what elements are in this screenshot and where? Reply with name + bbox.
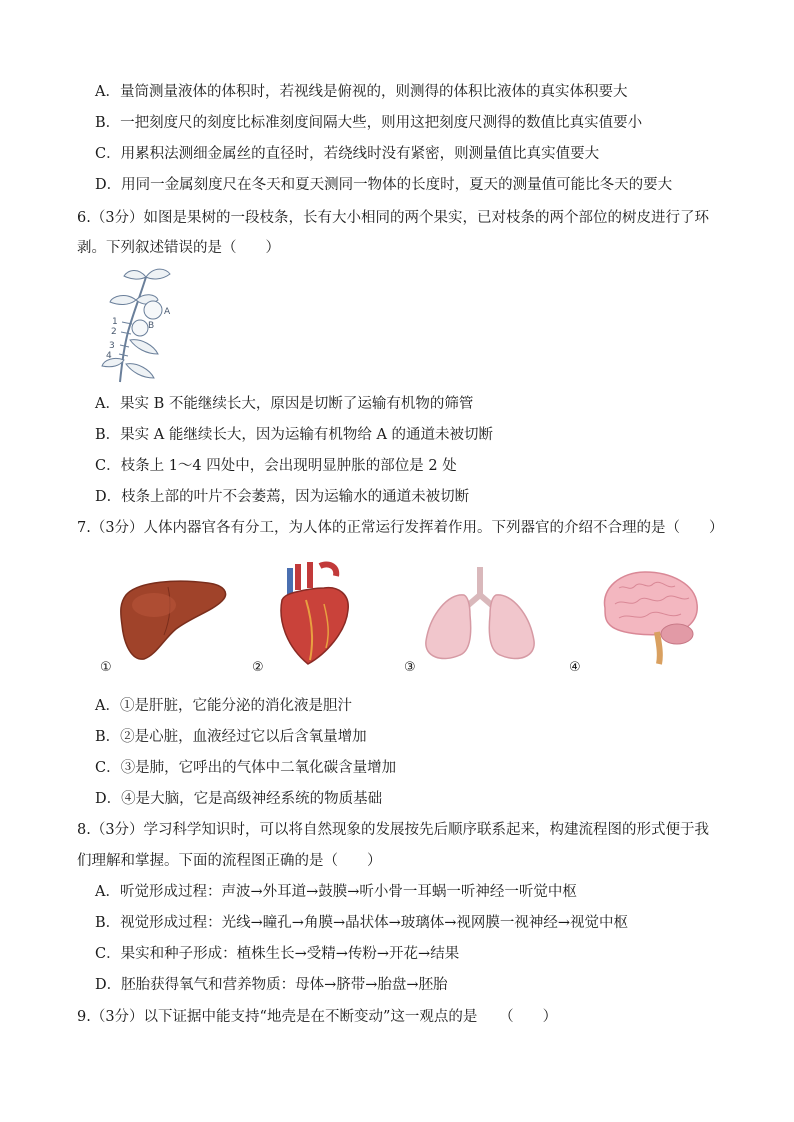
q6-option-d: D．枝条上部的叶片不会萎蔫，因为运输水的通道未被切断 bbox=[95, 489, 470, 505]
q7-option-b: B．②是心脏，血液经过它以后含氧量增加 bbox=[95, 729, 367, 745]
branch-figure bbox=[98, 262, 188, 384]
q6-stem-line1: 6.（3分）如图是果树的一段枝条，长有大小相同的两个果实，已对枝条的两个部位的树皮进行了环 bbox=[77, 210, 710, 226]
q7-option-c: C．③是肺，它呼出的气体中二氧化碳含量增加 bbox=[95, 760, 397, 776]
q5-option-a: A．量筒测量液体的体积时，若视线是俯视的，则测得的体积比液体的真实体积要大 bbox=[95, 84, 628, 100]
q7-stem: 7.（3分）人体内器官各有分工，为人体的正常运行发挥着作用。下列器官的介绍不合理的是（ ） bbox=[77, 520, 724, 536]
liver-image bbox=[118, 575, 233, 670]
q9-stem: 9.（3分）以下证据中能支持“地壳是在不断变动”这一观点的是 （ ） bbox=[77, 1009, 558, 1025]
q7-option-a: A．①是肝脏，它能分泌的消化液是胆汁 bbox=[95, 698, 352, 714]
q6-stem-line2: 剥。下列叙述错误的是（ ） bbox=[77, 240, 280, 256]
q5-option-b: B．一把刻度尺的刻度比标准刻度间隔大些，则用这把刻度尺测得的数值比真实值要小 bbox=[95, 115, 643, 131]
q8-stem-line1: 8.（3分）学习科学知识时，可以将自然现象的发展按先后顺序联系起来，构建流程图的形式便于我 bbox=[77, 822, 710, 838]
q6-option-b: B．果实 A 能继续长大，因为运输有机物给 A 的通道未被切断 bbox=[95, 427, 494, 443]
label-4: 4 bbox=[106, 351, 112, 361]
q5-option-d: D．用同一金属刻度尺在冬天和夏天测同一物体的长度时，夏天的测量值可能比冬天的要大 bbox=[95, 177, 673, 193]
q5-option-c: C．用累积法测细金属丝的直径时，若绕线时没有紧密，则测量值比真实值要大 bbox=[95, 146, 600, 162]
label-b: B bbox=[148, 321, 155, 331]
q8-option-c: C．果实和种子形成：植株生长→受精→传粉→开花→结果 bbox=[95, 946, 460, 962]
q8-option-d: D．胚胎获得氧气和营养物质：母体→脐带→胎盘→胚胎 bbox=[95, 977, 448, 993]
q8-stem-line2: 们理解和掌握。下面的流程图正确的是（ ） bbox=[77, 853, 382, 869]
q6-option-c: C．枝条上 1～4 四处中，会出现明显肿胀的部位是 2 处 bbox=[95, 458, 457, 474]
lungs-image bbox=[420, 565, 540, 665]
q8-option-b: B．视觉形成过程：光线→瞳孔→角膜→晶状体→玻璃体→视网膜一视神经→视觉中枢 bbox=[95, 915, 629, 931]
label-1: 1 bbox=[112, 317, 118, 327]
label-circle-3: ③ bbox=[404, 660, 416, 675]
q6-option-a: A．果实 B 不能继续长大，原因是切断了运输有机物的筛管 bbox=[95, 396, 474, 412]
label-circle-2: ② bbox=[252, 660, 264, 675]
label-circle-1: ① bbox=[100, 660, 112, 675]
label-a: A bbox=[164, 307, 171, 317]
label-circle-4: ④ bbox=[569, 660, 581, 675]
q8-option-a: A．听觉形成过程：声波→外耳道→鼓膜→听小骨一耳蜗一听神经一听觉中枢 bbox=[95, 884, 577, 900]
brain-image bbox=[595, 568, 705, 668]
q7-option-d: D．④是大脑，它是高级神经系统的物质基础 bbox=[95, 791, 383, 807]
label-2: 2 bbox=[111, 327, 117, 337]
label-3: 3 bbox=[109, 341, 115, 351]
heart-image bbox=[268, 560, 358, 670]
